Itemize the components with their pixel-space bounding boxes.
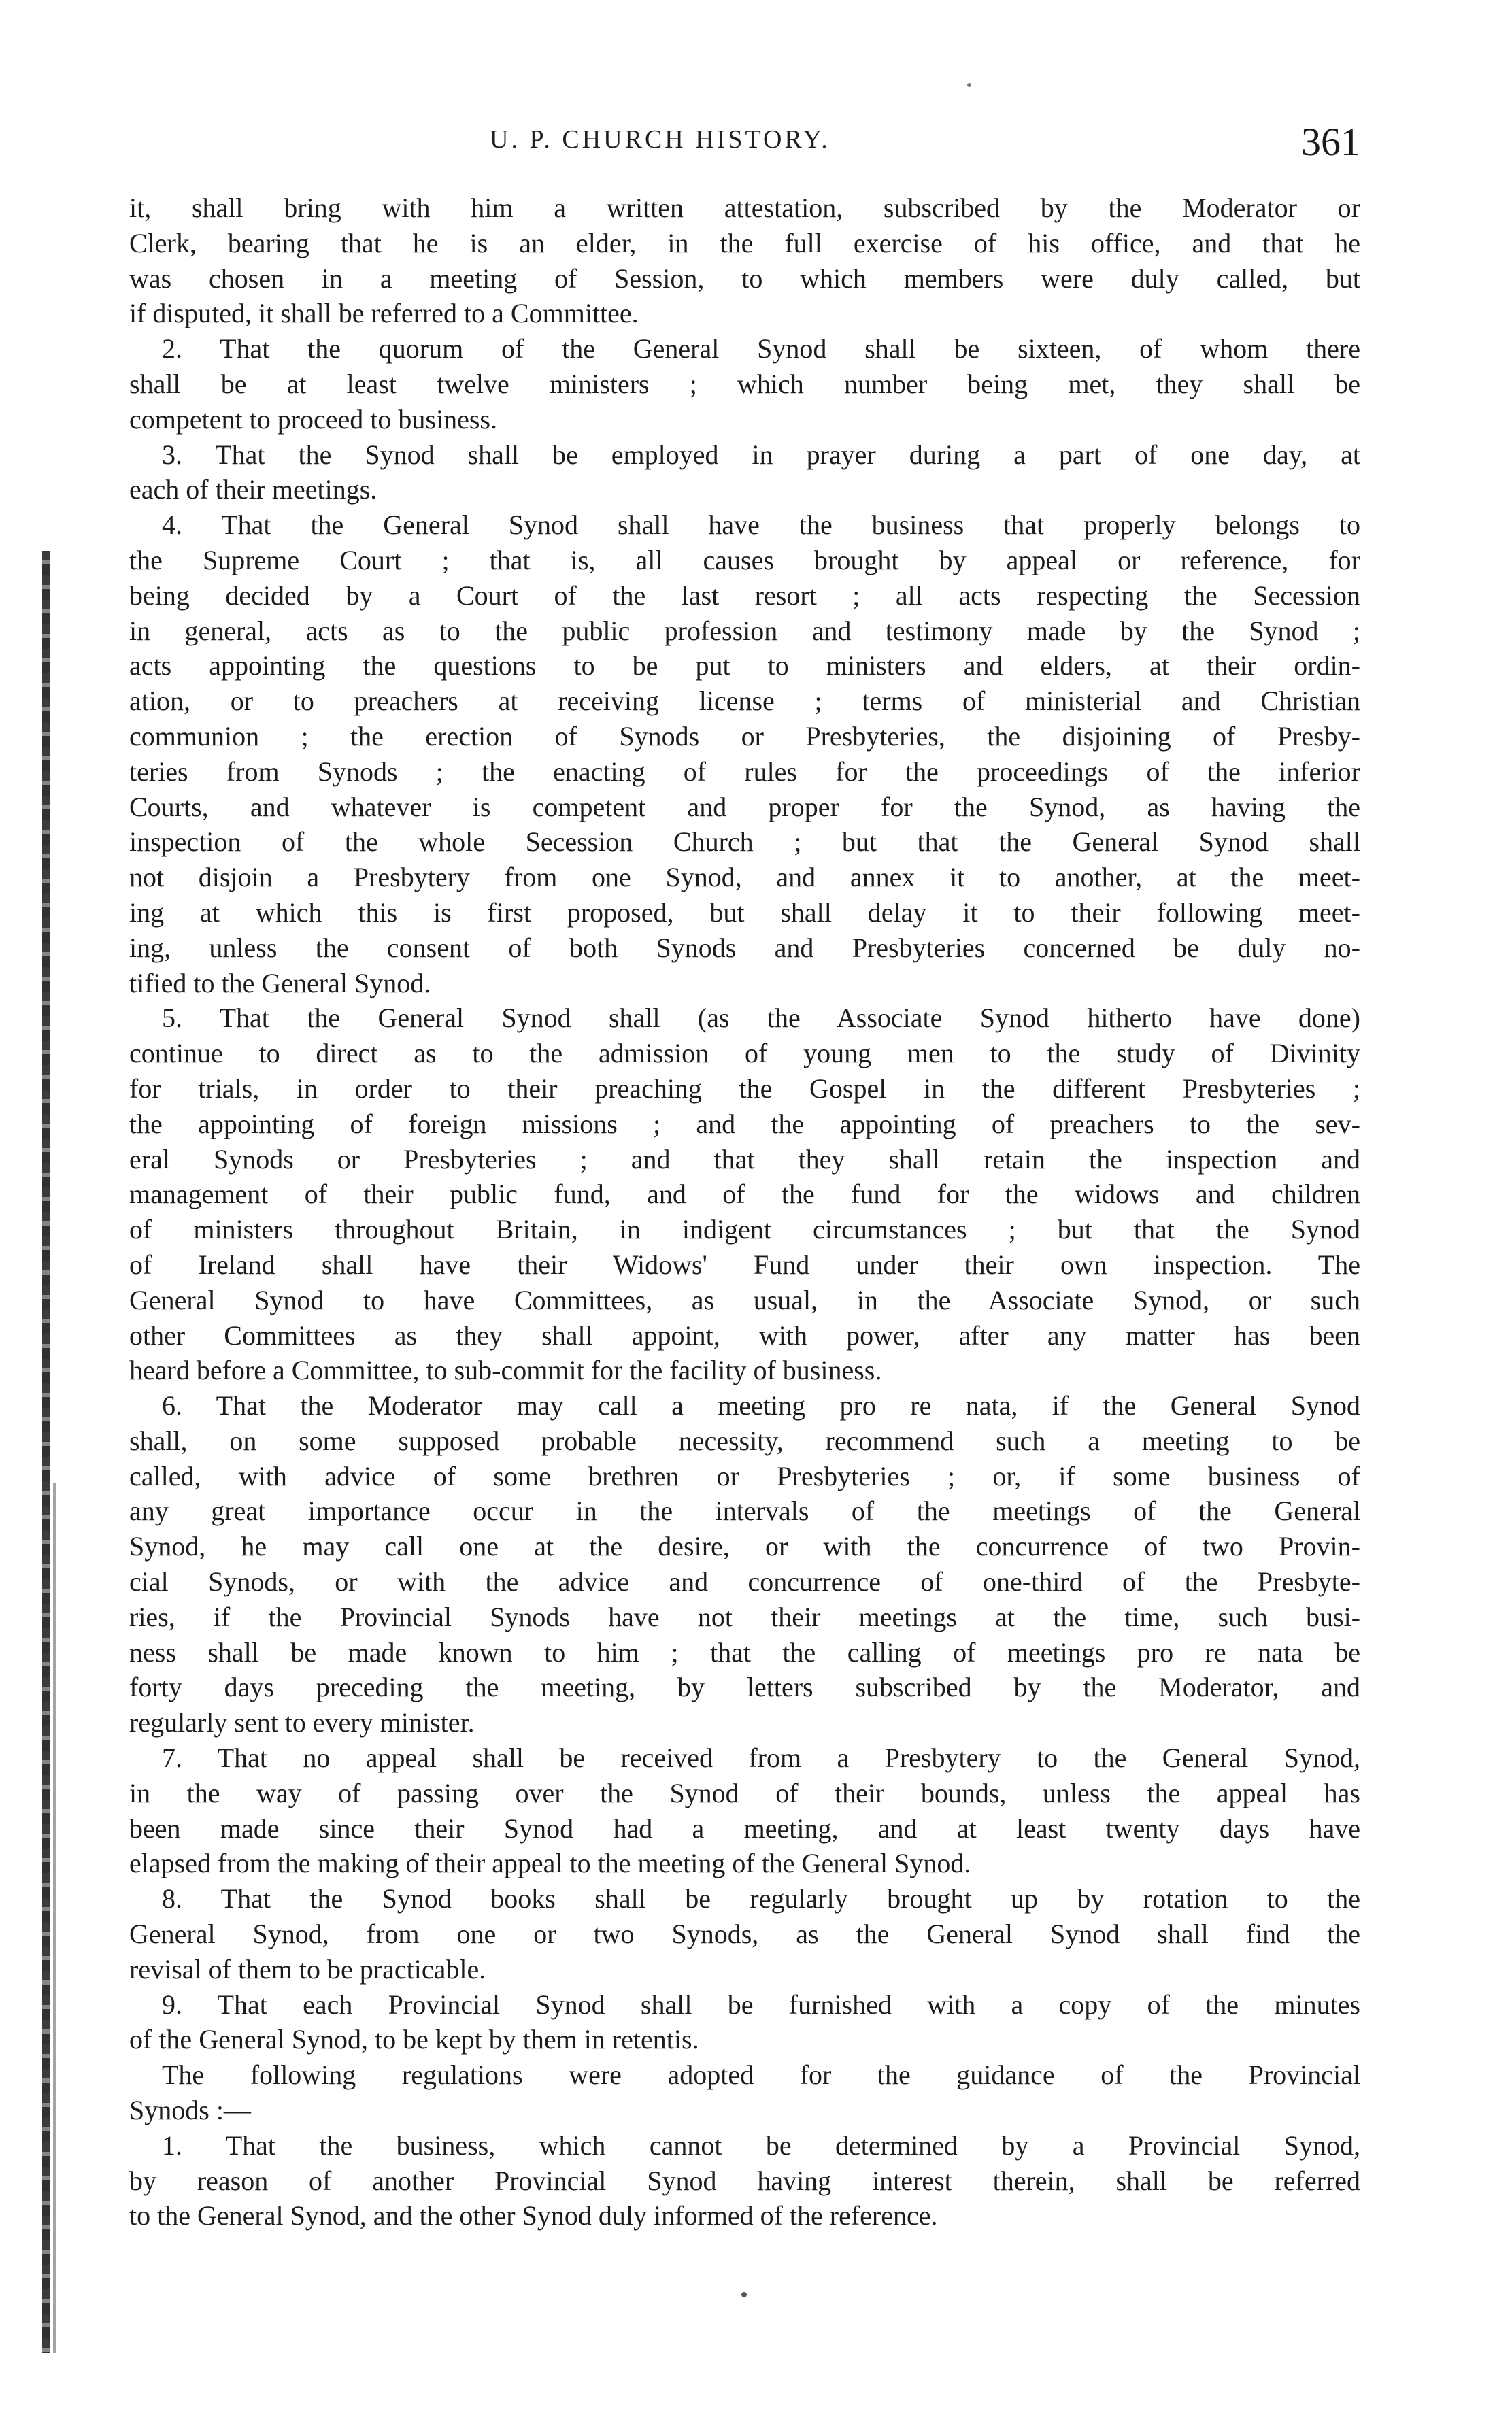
text-line: shall be at least twelve ministers ; which number being met, they shall be: [129, 368, 1360, 399]
text-line: Courts, and whatever is competent and proper for the Synod, as having the: [129, 791, 1360, 822]
text-line: other Committees as they shall appoint, with power, after any matter has been: [129, 1319, 1360, 1351]
binding-edge: [42, 551, 50, 2353]
text-line: teries from Synods ; the enacting of rules for the proceedings of the inferior: [129, 756, 1360, 787]
text-line: not disjoin a Presbytery from one Synod, and annex it to another, at the meet-: [129, 862, 1360, 893]
text-line: for trials, in order to their preaching the Gospel in the different Presbyteries ;: [129, 1073, 1360, 1104]
text-line: shall, on some supposed probable necessity, recommend such a meeting to be: [129, 1425, 1360, 1456]
text-line: ness shall be made known to him ; that the calling of meetings pro re nata be: [129, 1636, 1360, 1668]
print-speck: [741, 2292, 747, 2297]
text-line: the appointing of foreign missions ; and the appointing of preachers to the sev-: [129, 1108, 1360, 1139]
running-head: [129, 119, 1360, 167]
text-line: 8. That the Synod books shall be regularly brought up by rotation to the: [162, 1883, 1360, 1915]
text-line: Synods :—: [129, 2095, 251, 2126]
text-line: General Synod to have Committees, as usual, in the Associate Synod, or such: [129, 1284, 1360, 1315]
text-line: by reason of another Provincial Synod having interest therein, shall be referred: [129, 2165, 1360, 2196]
print-speck: [967, 83, 971, 87]
text-line: to the General Synod, and the other Synod duly informed of the reference.: [129, 2200, 938, 2231]
text-line: of ministers throughout Britain, in indigent circumstances ; but that the Synod: [129, 1214, 1360, 1245]
text-line: if disputed, it shall be referred to a Committee.: [129, 298, 639, 329]
text-line: the Supreme Court ; that is, all causes brought by appeal or reference, for: [129, 544, 1360, 575]
text-line: was chosen in a meeting of Session, to which members were duly called, but: [129, 263, 1360, 294]
text-line: The following regulations were adopted for the guidance of the Provincial: [162, 2059, 1360, 2091]
text-line: being decided by a Court of the last resort ; all acts respecting the Secession: [129, 579, 1360, 611]
text-line: any great importance occur in the intervals of the meetings of the General: [129, 1496, 1360, 1527]
binding-shadow: [53, 1483, 56, 2353]
text-line: ing, unless the consent of both Synods and Presbyteries concerned be duly no-: [129, 932, 1360, 963]
text-line: 9. That each Provincial Synod shall be furnished with a copy of the minutes: [162, 1989, 1360, 2020]
text-line: it, shall bring with him a written attestation, subscribed by the Moderator or: [129, 192, 1360, 223]
text-line: 5. That the General Synod shall (as the Associate Synod hitherto have done): [162, 1002, 1360, 1034]
text-line: heard before a Committee, to sub-commit for the facility of business.: [129, 1355, 882, 1386]
text-line: 2. That the quorum of the General Synod shall be sixteen, of whom there: [162, 333, 1360, 365]
text-line: competent to proceed to business.: [129, 403, 497, 435]
text-line: communion ; the erection of Synods or Presbyteries, the disjoining of Presby-: [129, 720, 1360, 752]
text-line: each of their meetings.: [129, 474, 377, 505]
text-line: 7. That no appeal shall be received from a Presbytery to the General Synod,: [162, 1742, 1360, 1774]
text-line: management of their public fund, and of the fund for the widows and children: [129, 1179, 1360, 1210]
text-line: ation, or to preachers at receiving license ; terms of ministerial and Christian: [129, 686, 1360, 717]
text-line: inspection of the whole Secession Church ; but that the General Synod shall: [129, 826, 1360, 858]
text-line: eral Synods or Presbyteries ; and that they shall retain the inspection and: [129, 1143, 1360, 1175]
text-line: acts appointing the questions to be put to ministers and elders, at their ordin-: [129, 650, 1360, 681]
text-line: continue to direct as to the admission of young men to the study of Divinity: [129, 1038, 1360, 1069]
text-line: Clerk, bearing that he is an elder, in the full exercise of his office, and that he: [129, 227, 1360, 258]
text-line: 4. That the General Synod shall have the business that properly belongs to: [162, 509, 1360, 541]
text-line: of the General Synod, to be kept by them in retentis.: [129, 2024, 699, 2055]
text-line: cial Synods, or with the advice and concurrence of one-third of the Presbyte-: [129, 1566, 1360, 1598]
text-line: regularly sent to every minister.: [129, 1707, 475, 1738]
text-line: General Synod, from one or two Synods, as the General Synod shall find the: [129, 1919, 1360, 1950]
body-text: [129, 190, 1360, 2233]
text-line: 1. That the business, which cannot be determined by a Provincial Synod,: [162, 2129, 1360, 2161]
text-line: ries, if the Provincial Synods have not their meetings at the time, such busi-: [129, 1601, 1360, 1632]
text-line: ing at which this is first proposed, but shall delay it to their following meet-: [129, 896, 1360, 928]
text-line: in general, acts as to the public profession and testimony made by the Synod ;: [129, 615, 1360, 646]
text-line: tified to the General Synod.: [129, 967, 431, 998]
text-line: 6. That the Moderator may call a meeting pro re nata, if the General Synod: [162, 1390, 1360, 1421]
running-head-title: U. P. CHURCH HISTORY.: [490, 125, 830, 154]
text-line: 3. That the Synod shall be employed in prayer during a part of one day, at: [162, 439, 1360, 470]
text-line: revisal of them to be practicable.: [129, 1953, 486, 1985]
text-line: called, with advice of some brethren or Presbyteries ; or, if some business of: [129, 1460, 1360, 1491]
text-line: in the way of passing over the Synod of their bounds, unless the appeal has: [129, 1777, 1360, 1808]
text-line: of Ireland shall have their Widows' Fund under their own inspection. The: [129, 1249, 1360, 1280]
text-line: elapsed from the making of their appeal to the meeting of the General Synod.: [129, 1848, 971, 1879]
text-line: forty days preceding the meeting, by letters subscribed by the Moderator, and: [129, 1672, 1360, 1703]
text-line: been made since their Synod had a meeting, and at least twenty days have: [129, 1812, 1360, 1844]
text-line: Synod, he may call one at the desire, or with the concurrence of two Provin-: [129, 1531, 1360, 1562]
page-number: 361: [1301, 120, 1360, 164]
